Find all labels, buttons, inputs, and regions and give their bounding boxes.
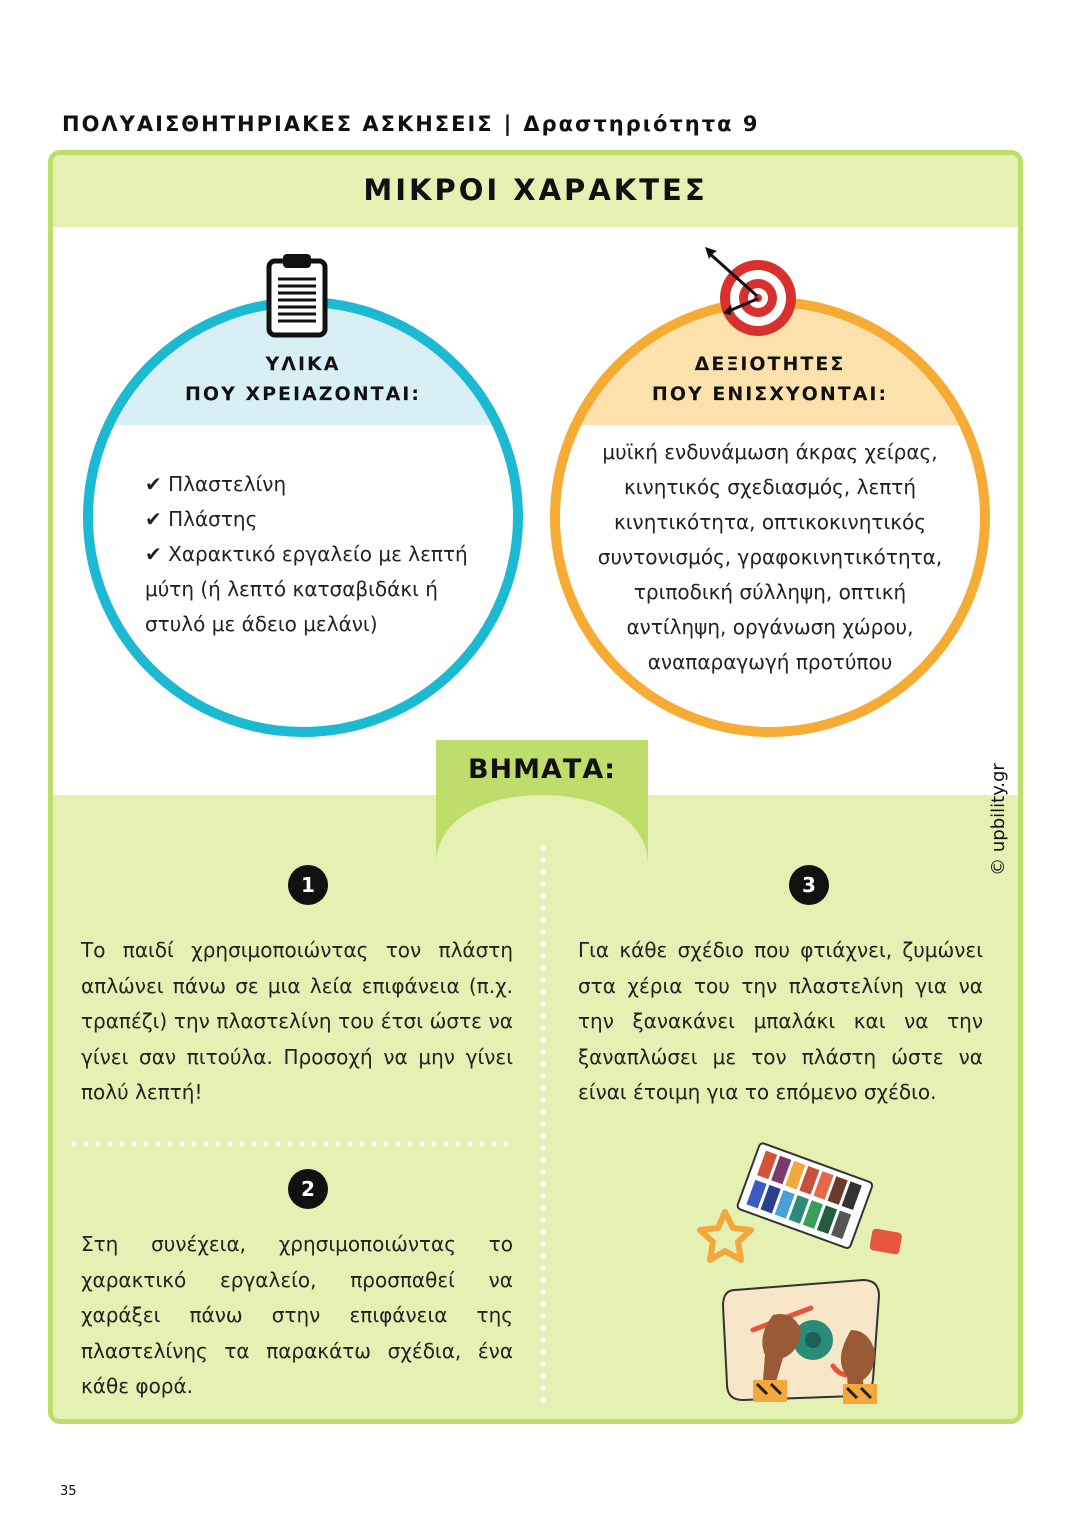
step-text-3: Για κάθε σχέδιο που φτιάχνει, ζυμώνει στα χέρια του την πλαστελίνη για να την ξανακάνει μπαλάκι και να την ξαναπλώσει με τον πλάστη ώστε να είναι έτοιμη για το επόμενο σχέδιο. [578,938,983,1104]
materials-circle [83,297,523,737]
step-number-1: 1 [288,865,328,905]
vertical-divider [540,845,546,1405]
page-number: 35 [60,1484,77,1499]
material-item: ✔ Χαρακτικό εργαλείο με λεπτή μύτη (ή λεπτό κατσαβιδάκι ή στυλό με άδειο μελάνι) [145,542,468,636]
header-separator: | [503,112,514,136]
target-icon [701,243,801,343]
copyright-note [987,763,1010,876]
skills-heading-line1: ΔΕΞΙΟΤΗΤΕΣ [694,353,846,375]
materials-heading-line1: ΥΛΙΚΑ [265,353,341,375]
step-number-2: 2 [288,1169,328,1209]
copyright-text: © upbility.gr [987,763,1009,876]
section-label: ΠΟΛΥΑΙΣΘΗΤΗΡΙΑΚΕΣ ΑΣΚΗΣΕΙΣ [62,112,494,136]
clipboard-icon [265,251,329,339]
activity-label: Δραστηριότητα 9 [523,112,760,136]
material-item: ✔ Πλάστης [145,507,258,531]
activity-title: ΜΙΚΡΟΙ ΧΑΡΑΚΤΕΣ [363,173,708,207]
step-text-1: Το παιδί χρησιμοποιώντας τον πλάστη απλώνει πάνω σε μια λεία επιφάνεια (π.χ. τραπέζι) την πλαστελίνη του έτσι ώστε να γίνει σαν πιτούλα. Προσοχή να μην γίνει πολύ λεπτή! [81,938,513,1104]
plasticine-crafting-illustration [683,1140,913,1405]
skills-heading [560,349,980,409]
activity-card [48,150,1023,1424]
materials-heading [93,349,513,409]
skills-heading-line2: ΠΟΥ ΕΝΙΣΧΥΟΝΤΑΙ: [651,383,889,405]
materials-list [145,467,485,642]
step-number-3: 3 [789,865,829,905]
page-header [62,112,760,136]
material-item: ✔ Πλαστελίνη [145,472,287,496]
skills-text: μυϊκή ενδυνάμωση άκρας χείρας, κινητικός σχεδιασμός, λεπτή κινητικότητα, οπτικοκινητικός συντονισμός, γραφοκινητικότητα, τριποδική σύλληψη, οπτική αντίληψη, οργάνωση χώρου, αναπαραγωγή προτύπου [597,440,943,674]
materials-heading-line2: ΠΟΥ ΧΡΕΙΑΖΟΝΤΑΙ: [185,383,421,405]
skills-circle [550,297,990,737]
horizontal-divider [71,1141,516,1147]
step-text-2: Στη συνέχεια, χρησιμοποιώντας το χαρακτικό εργαλείο, προσπαθεί να χαράξει πάνω στην επιφάνεια της πλαστελίνης τα παρακάτω σχέδια, ένα κάθε φορά. [81,1232,513,1398]
steps-label: ΒΗΜΑΤΑ: [467,754,617,785]
